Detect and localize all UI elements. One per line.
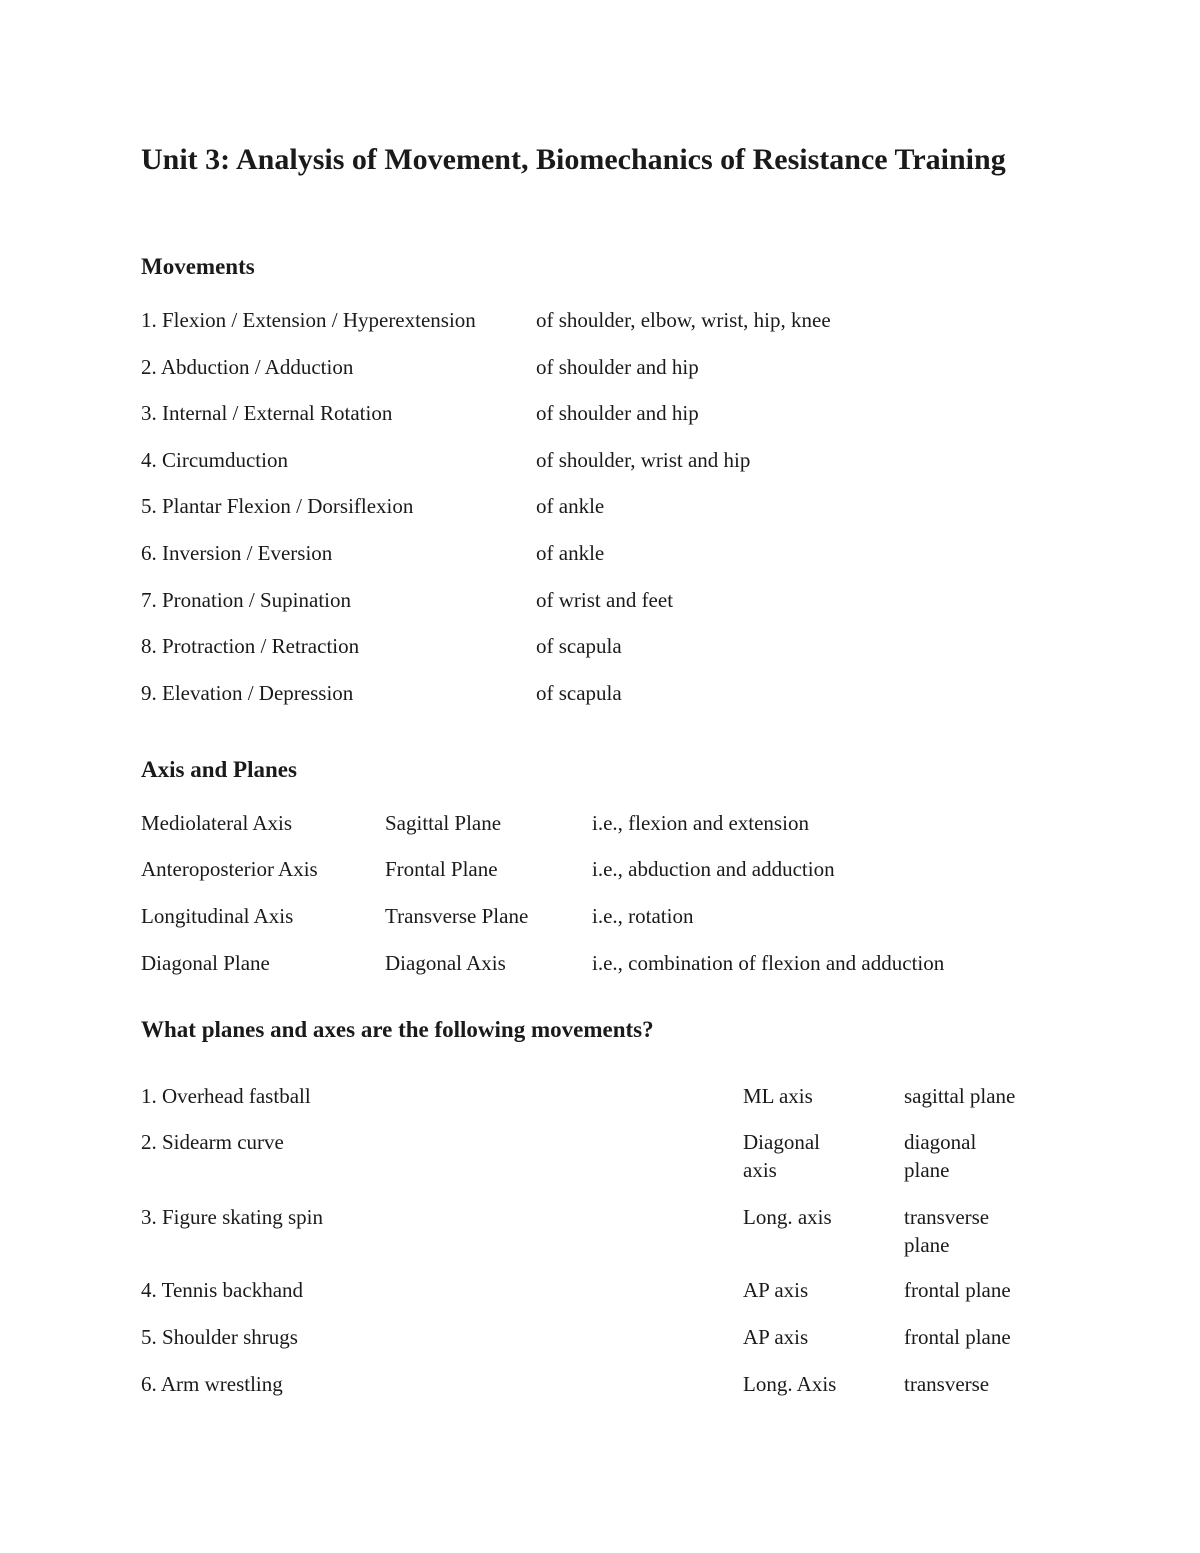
movement-joints: of wrist and feet	[536, 588, 674, 612]
movement-joints: of shoulder, wrist and hip	[536, 448, 751, 472]
movement-joints: of shoulder and hip	[536, 401, 699, 425]
movement-joints: of shoulder and hip	[536, 355, 699, 379]
answer-axis: Long. axis	[743, 1205, 832, 1229]
question-movement: 2. Sidearm curve	[141, 1130, 284, 1154]
plane-name: Frontal Plane	[385, 857, 498, 881]
axes-planes-heading: Axis and Planes	[141, 757, 297, 782]
plane-example: i.e., combination of flexion and adduction	[592, 951, 945, 975]
movement-name: 1. Flexion / Extension / Hyperextension	[141, 308, 476, 332]
question-movement: 4. Tennis backhand	[141, 1278, 304, 1302]
answer-plane: frontal plane	[904, 1325, 1011, 1349]
answer-plane: transverse	[904, 1372, 990, 1396]
answer-axis: Long. Axis	[743, 1372, 837, 1396]
answer-axis: ML axis	[743, 1084, 813, 1108]
page-title: Unit 3: Analysis of Movement, Biomechanics of Resistance Training	[141, 143, 1006, 176]
answer-axis: AP axis	[743, 1278, 809, 1302]
movement-joints: of ankle	[536, 494, 605, 518]
movement-name: 9. Elevation / Depression	[141, 681, 354, 705]
questions-heading: What planes and axes are the following movements?	[141, 1017, 654, 1042]
plane-example: i.e., rotation	[592, 904, 694, 928]
axis-name: Diagonal Plane	[141, 951, 270, 975]
plane-name: Diagonal Axis	[385, 951, 506, 975]
plane-example: i.e., abduction and adduction	[592, 857, 835, 881]
question-movement: 3. Figure skating spin	[141, 1205, 323, 1229]
answer-axis: AP axis	[743, 1325, 809, 1349]
movement-joints: of ankle	[536, 541, 605, 565]
question-movement: 1. Overhead fastball	[141, 1084, 311, 1108]
plane-example: i.e., flexion and extension	[592, 811, 809, 835]
question-movement: 5. Shoulder shrugs	[141, 1325, 298, 1349]
answer-axis: Diagonal axis	[743, 1130, 820, 1182]
axis-name: Mediolateral Axis	[141, 811, 293, 835]
movement-joints: of shoulder, elbow, wrist, hip, knee	[536, 308, 831, 332]
movement-name: 2. Abduction / Adduction	[141, 355, 354, 379]
axis-name: Longitudinal Axis	[141, 904, 294, 928]
answer-plane: transverse plane	[904, 1205, 990, 1257]
axis-name: Anteroposterior Axis	[141, 857, 318, 881]
plane-name: Transverse Plane	[385, 904, 529, 928]
movement-name: 6. Inversion / Eversion	[141, 541, 333, 565]
movement-name: 5. Plantar Flexion / Dorsiflexion	[141, 494, 414, 518]
movement-name: 4. Circumduction	[141, 448, 288, 472]
plane-name: Sagittal Plane	[385, 811, 502, 835]
movement-name: 7. Pronation / Supination	[141, 588, 351, 612]
answer-plane: sagittal plane	[904, 1084, 1016, 1108]
movement-name: 8. Protraction / Retraction	[141, 634, 360, 658]
question-movement: 6. Arm wrestling	[141, 1372, 283, 1396]
answer-plane: frontal plane	[904, 1278, 1011, 1302]
movement-joints: of scapula	[536, 681, 622, 705]
movement-name: 3. Internal / External Rotation	[141, 401, 393, 425]
answer-plane: diagonal plane	[904, 1130, 977, 1182]
movement-joints: of scapula	[536, 634, 622, 658]
movements-heading: Movements	[141, 254, 255, 279]
